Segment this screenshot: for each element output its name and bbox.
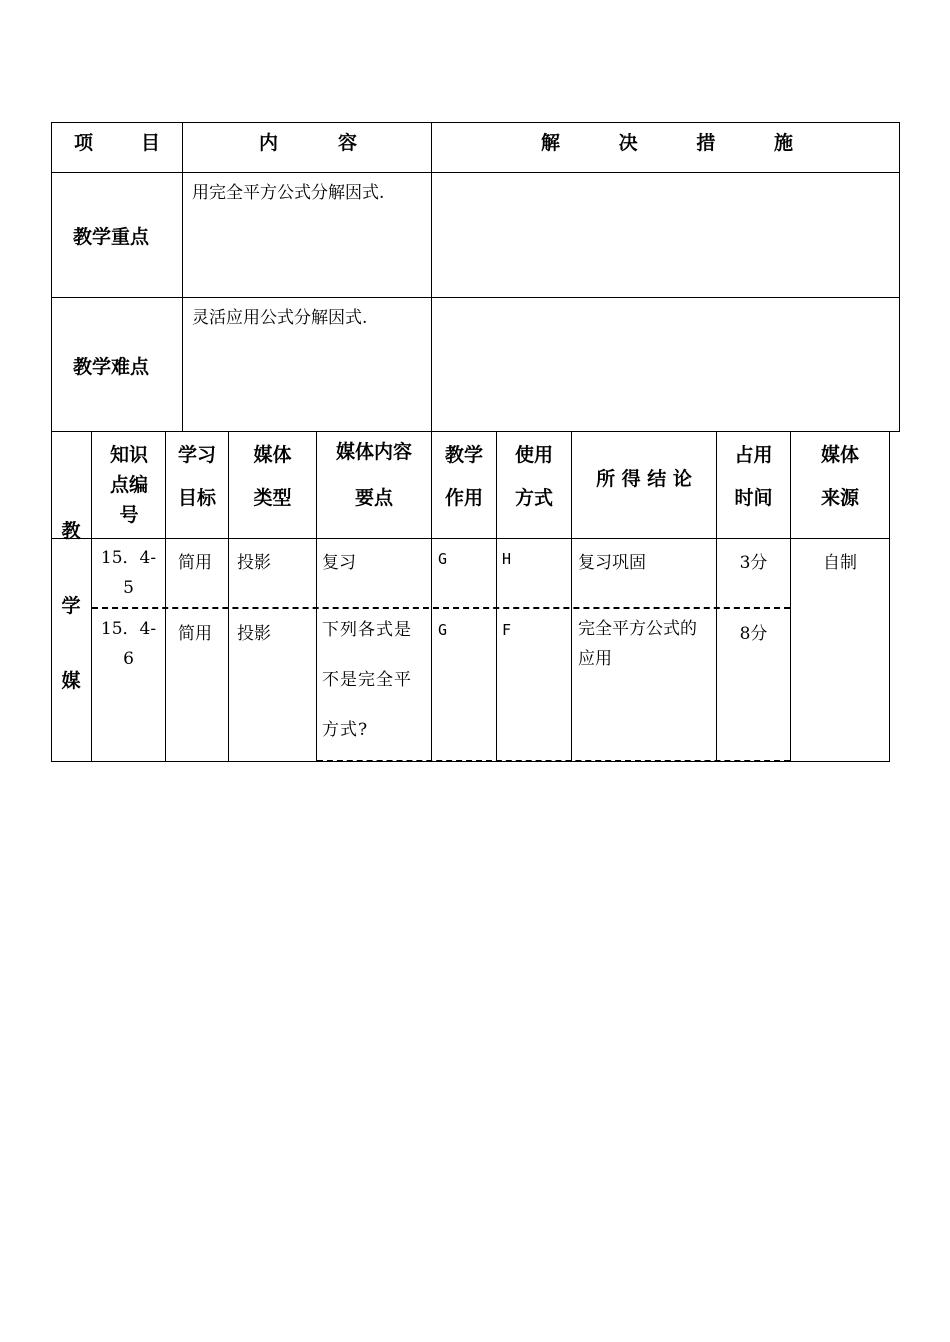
row1-goal: 简用 [178, 553, 212, 573]
header-media-type: 媒体 类型 [253, 444, 292, 509]
table1-header-divider [51, 172, 900, 173]
media-source-value: 自制 [823, 553, 857, 573]
header-goal: 学习 目标 [177, 444, 216, 509]
row1-conclusion: 复习巩固 [578, 553, 646, 573]
header-content: 内 容 [259, 132, 357, 154]
table1-col-divider-1 [182, 122, 183, 432]
row1-knowledge-id: 15．4- 5 [100, 548, 157, 598]
header-media-points: 媒体内容 要点 [335, 441, 412, 509]
row1-usage: H [502, 550, 512, 568]
side-label-char-1: 教 [61, 520, 81, 542]
header-source: 媒体 来源 [820, 444, 859, 509]
header-conclusion: 所 得 结 论 [596, 468, 692, 490]
row2-usage: F [502, 621, 512, 639]
table1-row-divider [51, 297, 900, 298]
row2-media-type: 投影 [237, 624, 271, 644]
header-usage: 使用 方式 [514, 444, 553, 509]
table1-bottom-border [51, 431, 900, 432]
row1-media-type: 投影 [237, 553, 271, 573]
row2-conclusion: 完全平方公式的 应用 [578, 619, 697, 669]
table2-header-divider [51, 538, 889, 539]
side-label-char-3: 媒 [61, 670, 81, 692]
row2-teaching-role: G [438, 621, 448, 639]
row2-goal: 简用 [178, 624, 212, 644]
row-label-difficulty: 教学难点 [73, 356, 150, 378]
row-content-key-point: 用完全平方公式分解因式. [192, 183, 385, 203]
table2-bottom-dashed [317, 760, 790, 762]
row2-media-points: 下列各式是 不是完全平 方式? [322, 620, 412, 740]
row-label-key-point: 教学重点 [73, 226, 150, 248]
side-label-char-2: 学 [61, 595, 81, 617]
row1-time: 3分 [739, 553, 768, 573]
table2-right-border [889, 431, 890, 762]
table2-row-dashed-divider [92, 607, 790, 609]
row2-knowledge-id: 15．4- 6 [100, 619, 157, 669]
header-measures: 解 决 措 施 [541, 132, 793, 154]
header-teaching-role: 教学 作用 [444, 444, 483, 509]
header-knowledge-id: 知识点编号 [109, 444, 148, 526]
table1-col-divider-2 [431, 122, 432, 432]
table1-right-border [899, 122, 900, 432]
row-content-difficulty: 灵活应用公式分解因式. [192, 308, 368, 328]
row2-time: 8分 [739, 624, 768, 644]
header-item: 项 目 [74, 132, 160, 154]
row1-teaching-role: G [438, 550, 448, 568]
header-time: 占用 时间 [734, 444, 773, 509]
row1-media-points: 复习 [322, 553, 356, 573]
table1-top-border [51, 122, 900, 123]
table1-left-border [51, 122, 52, 432]
